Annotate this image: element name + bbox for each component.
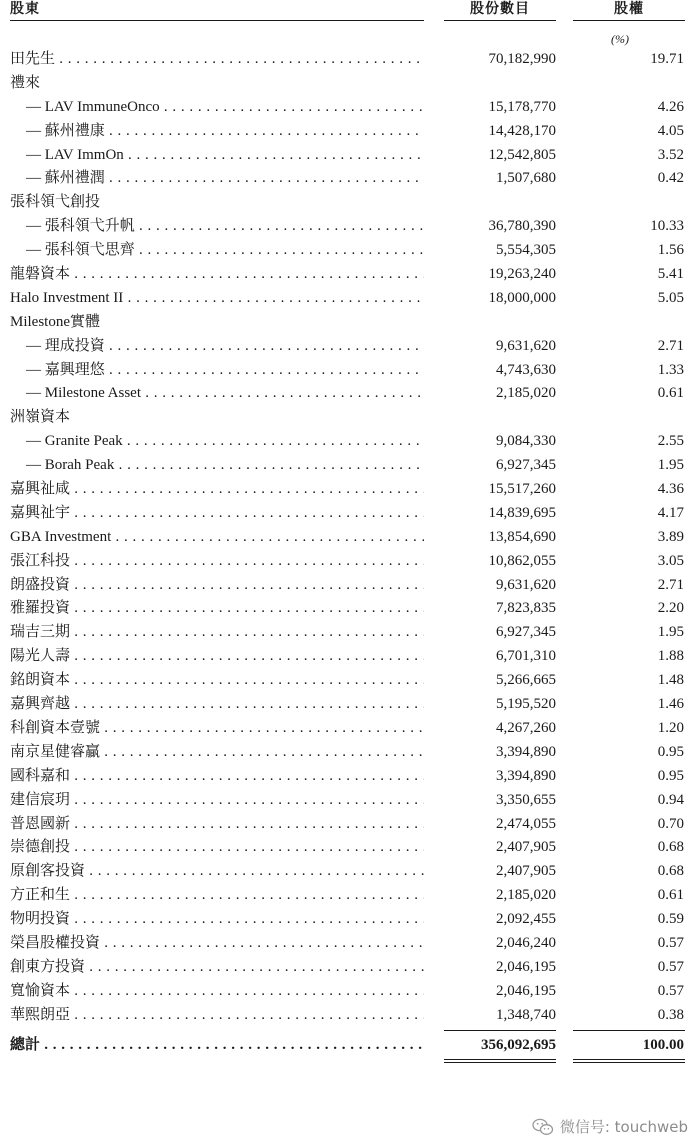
subtotal-rule-shares: [444, 1030, 556, 1031]
shareholder-name: 禮來: [10, 74, 41, 91]
wechat-icon: [532, 1118, 554, 1136]
share-count: 15,178,770: [488, 98, 556, 115]
table-row: [0, 884, 700, 908]
share-count: 3,394,890: [496, 767, 556, 784]
shareholder-name: 物明投資 . . .: [10, 908, 424, 932]
share-count: 9,084,330: [496, 433, 556, 450]
share-count: 13,854,690: [488, 528, 556, 545]
table-row: [0, 382, 700, 406]
table-row: [0, 836, 700, 860]
shareholding-percent: 100.00: [642, 1036, 684, 1053]
shareholding-percent: 0.57: [657, 982, 684, 999]
table-row: [0, 621, 700, 645]
shareholder-name: — 嘉興理悠 . . .: [26, 359, 424, 383]
table-row: [0, 167, 700, 191]
subtotal-rule-pct: [573, 1030, 685, 1031]
table-row: [0, 96, 700, 120]
group-header-row: [0, 311, 700, 335]
shareholder-name: 嘉興祉宇 . . .: [10, 502, 424, 526]
table-row: [0, 359, 700, 383]
share-count: 9,631,620: [496, 576, 556, 593]
shareholding-percent: 2.71: [657, 576, 684, 593]
shareholding-percent: 4.05: [657, 122, 684, 139]
share-count: 5,554,305: [496, 242, 556, 259]
table-row: [0, 215, 700, 239]
shareholder-name: Halo Investment II . . .: [10, 287, 424, 311]
table-row: [0, 287, 700, 311]
table-row: [0, 120, 700, 144]
shareholding-percent: 4.26: [657, 98, 684, 115]
column-header-shares: 股份數目: [470, 2, 530, 17]
shareholder-name: 華熙朗亞 . . .: [10, 1004, 424, 1028]
shareholding-percent: 0.42: [657, 170, 684, 187]
table-row: [0, 502, 700, 526]
header-rule-name: [10, 20, 424, 21]
shareholder-name: GBA Investment . . .: [10, 526, 424, 550]
table-row: [0, 765, 700, 789]
share-count: 4,743,630: [496, 361, 556, 378]
table-row: [0, 860, 700, 884]
table-row: [0, 335, 700, 359]
share-count: 9,631,620: [496, 337, 556, 354]
table-row: [0, 454, 700, 478]
shareholder-name: 銘朗資本 . . .: [10, 669, 424, 693]
table-row: [0, 526, 700, 550]
group-header-row: [0, 406, 700, 430]
share-count: 5,266,665: [496, 672, 556, 689]
share-count: 6,927,345: [496, 457, 556, 474]
shareholder-name: 嘉興祉咸 . . .: [10, 478, 424, 502]
table-row: [0, 789, 700, 813]
shareholding-percent: 0.61: [657, 887, 684, 904]
shareholder-name: — LAV ImmOn . . .: [26, 144, 424, 168]
table-row: [0, 645, 700, 669]
share-count: 2,407,905: [496, 863, 556, 880]
share-count: 12,542,805: [488, 146, 556, 163]
shareholder-name: 朗盛投資 . . .: [10, 574, 424, 598]
shareholding-percent: 1.95: [657, 457, 684, 474]
shareholding-percent: 5.05: [657, 289, 684, 306]
shareholder-name: 總計 . . .: [10, 1034, 424, 1058]
shareholder-name: — 理成投資 . . .: [26, 335, 424, 359]
share-count: 2,046,240: [496, 934, 556, 951]
total-double-rule-pct: [573, 1059, 685, 1063]
group-header-row: [0, 72, 700, 96]
shareholding-percent: 0.94: [657, 791, 684, 808]
shareholder-name: 國科嘉和 . . .: [10, 765, 424, 789]
shareholder-name: — 蘇州禮潤 . . .: [26, 167, 424, 191]
share-count: 1,507,680: [496, 170, 556, 187]
shareholder-name: 寬愉資本 . . .: [10, 980, 424, 1004]
shareholder-name: 方正和生 . . .: [10, 884, 424, 908]
shareholder-name: 陽光人壽 . . .: [10, 645, 424, 669]
shareholding-percent: 0.68: [657, 863, 684, 880]
table-row: [0, 980, 700, 1004]
share-count: 14,428,170: [488, 122, 556, 139]
shareholding-percent: 2.71: [657, 337, 684, 354]
table-row: [0, 263, 700, 287]
share-count: 2,046,195: [496, 958, 556, 975]
percent-unit-label: (%): [611, 32, 629, 46]
shareholder-name: 建信宸玥 . . .: [10, 789, 424, 813]
shareholding-percent: 0.68: [657, 839, 684, 856]
shareholder-name: 龍磐資本 . . .: [10, 263, 424, 287]
shareholder-name: 雅羅投資 . . .: [10, 597, 424, 621]
share-count: 70,182,990: [488, 51, 556, 67]
shareholding-percent: 19.71: [650, 51, 684, 67]
shareholder-name: — Granite Peak . . .: [26, 430, 424, 454]
shareholder-name: 普恩國新 . . .: [10, 813, 424, 837]
share-count: 3,394,890: [496, 743, 556, 760]
header-rule-shares: [444, 20, 556, 21]
table-row: [0, 550, 700, 574]
shareholding-percent: 2.20: [657, 600, 684, 617]
shareholding-percent: 0.70: [657, 815, 684, 832]
table-row: [0, 956, 700, 980]
table-row: [0, 717, 700, 741]
share-count: 2,185,020: [496, 887, 556, 904]
shareholding-percent: 0.57: [657, 934, 684, 951]
shareholder-name: — 張科領弋思齊 . . .: [26, 239, 424, 263]
shareholding-percent: 0.38: [657, 1006, 684, 1023]
table-row: [0, 669, 700, 693]
shareholding-percent: 0.95: [657, 743, 684, 760]
table-row: [0, 239, 700, 263]
shareholder-name: 創東方投資 . . .: [10, 956, 424, 980]
shareholder-name: 嘉興齊越 . . .: [10, 693, 424, 717]
share-count: 15,517,260: [488, 481, 556, 498]
share-count: 2,474,055: [496, 815, 556, 832]
shareholder-name: — LAV ImmuneOnco . . .: [26, 96, 424, 120]
shareholder-name: — Borah Peak . . .: [26, 454, 424, 478]
shareholding-percent: 3.52: [657, 146, 684, 163]
shareholder-name: 崇德創投 . . .: [10, 836, 424, 860]
table-row: [0, 813, 700, 837]
shareholder-name: 瑞吉三期 . . .: [10, 621, 424, 645]
table-row: [0, 932, 700, 956]
share-count: 7,823,835: [496, 600, 556, 617]
share-count: 10,862,055: [488, 552, 556, 569]
shareholding-percent: 4.17: [657, 504, 684, 521]
shareholding-percent: 0.95: [657, 767, 684, 784]
table-row: [0, 430, 700, 454]
shareholding-percent: 1.56: [657, 242, 684, 259]
shareholding-percent: 10.33: [650, 218, 684, 235]
share-count: 18,000,000: [488, 289, 556, 306]
table-row: [0, 48, 700, 72]
share-count: 14,839,695: [488, 504, 556, 521]
shareholding-percent: 0.61: [657, 385, 684, 402]
shareholder-name: — 張科領弋升帆 . . .: [26, 215, 424, 239]
shareholder-name: Milestone實體: [10, 313, 100, 330]
shareholding-percent: 1.46: [657, 696, 684, 713]
watermark-text: 微信号: touchweb: [559, 1118, 688, 1136]
shareholding-percent: 1.88: [657, 648, 684, 665]
table-row: [0, 144, 700, 168]
share-count: 19,263,240: [488, 266, 556, 283]
shareholder-name: — 蘇州禮康 . . .: [26, 120, 424, 144]
total-double-rule-shares: [444, 1059, 556, 1063]
shareholding-percent: 1.95: [657, 624, 684, 641]
share-count: 5,195,520: [496, 696, 556, 713]
shareholder-name: 田先生 . . .: [10, 48, 424, 72]
shareholding-percent: 0.59: [657, 911, 684, 928]
table-row: [0, 1004, 700, 1028]
watermark: [532, 1116, 688, 1137]
share-count: 2,092,455: [496, 911, 556, 928]
share-count: 1,348,740: [496, 1006, 556, 1023]
table-row: [0, 597, 700, 621]
shareholding-percent: 1.33: [657, 361, 684, 378]
shareholder-name: 原創客投資 . . .: [10, 860, 424, 884]
shareholding-percent: 0.57: [657, 958, 684, 975]
share-count: 4,267,260: [496, 719, 556, 736]
share-count: 2,046,195: [496, 982, 556, 999]
share-count: 36,780,390: [488, 218, 556, 235]
shareholder-name: 南京星健睿贏 . . .: [10, 741, 424, 765]
share-count: 2,185,020: [496, 385, 556, 402]
share-count: 356,092,695: [481, 1036, 556, 1053]
shareholding-percent: 1.48: [657, 672, 684, 689]
share-count: 2,407,905: [496, 839, 556, 856]
table-row: [0, 908, 700, 932]
column-header-shareholder: 股東: [10, 2, 40, 17]
table-row: [0, 478, 700, 502]
shareholder-name: 榮昌股權投資 . . .: [10, 932, 424, 956]
shareholding-percent: 5.41: [657, 266, 684, 283]
shareholder-name: 張科領弋創投: [10, 194, 101, 211]
share-count: 6,927,345: [496, 624, 556, 641]
shareholding-percent: 1.20: [657, 719, 684, 736]
shareholding-percent: 4.36: [657, 481, 684, 498]
share-count: 6,701,310: [496, 648, 556, 665]
shareholding-percent: 3.05: [657, 552, 684, 569]
shareholder-name: — Milestone Asset . . .: [26, 382, 424, 406]
group-header-row: [0, 191, 700, 215]
shareholder-name: 洲嶺資本: [10, 409, 71, 426]
column-header-shareholding: 股權: [614, 2, 644, 17]
table-row: [0, 741, 700, 765]
shareholding-percent: 2.55: [657, 433, 684, 450]
table-row: [0, 574, 700, 598]
table-row: [0, 693, 700, 717]
shareholder-table: [0, 48, 700, 1057]
header-rule-pct: [573, 20, 685, 21]
total-row: [0, 1034, 700, 1058]
shareholder-name: 張江科投 . . .: [10, 550, 424, 574]
share-count: 3,350,655: [496, 791, 556, 808]
shareholder-name: 科創資本壹號 . . .: [10, 717, 424, 741]
shareholding-percent: 3.89: [657, 528, 684, 545]
